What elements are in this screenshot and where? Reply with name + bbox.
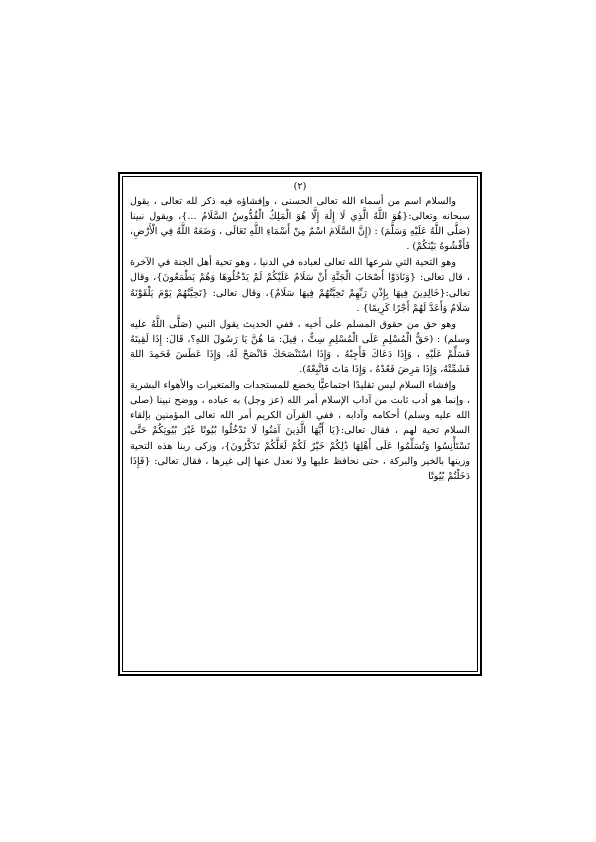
page-number: (٢) xyxy=(293,181,307,192)
paragraph-1: والسلام اسم من أسماء الله تعالى الحسنى ، وإفشاؤه فيه ذكر لله تعالى ، يقول سبحانه وتعالى:{هُوَ اللَّهُ الَّذِي لَا إِلَٰهَ إِلَّا هُوَ الْمَلِكُ الْقُدُّوسُ السَّلَامُ ...}، ويقول نبينا (صَلَّى اللَّهُ عَلَيْهِ وَسَلَّمَ) : (إِنَّ السَّلَامَ اسْمٌ مِنْ أَسْمَاءِ اللَّهِ تَعَالَى ، وَضَعَهُ اللَّهُ فِي الْأَرْضِ، فَأَفْشُوهُ بَيْنَكُمْ) . xyxy=(130,196,470,253)
paragraph-3: وهو حق من حقوق المسلم على أخيه ، ففي الحديث يقول النبي (صَلَّى اللَّهُ عليه وسلم) : (حَقُّ الْمُسْلِمِ عَلَى الْمُسْلِمِ سِتٌّ ، قِيلَ: مَا هُنَّ يَا رَسُولَ اللهِ؟، قَالَ: إِذَا لَقِيتَهُ فَسَلِّمْ عَلَيْهِ ، وَإِذَا دَعَاكَ فَأَجِبْهُ ، وَإِذَا اسْتَنْصَحَكَ فَانْصَحْ لَهُ، وَإِذَا عَطَسَ فَحَمِدَ اللهَ فَشَمِّتْهُ، وَإِذَا مَرِضَ فَعُدْهُ ، وَإِذَا مَاتَ فَاتَّبِعْهُ). xyxy=(130,318,470,376)
paragraph-4: وإفشاء السلام ليس تقليدًا اجتماعيًّا يخضع للمستجدات والمتغيرات والأهواء البشرية ، وإنما هو أدب ثابت من آداب الإسلام أمر الله (عز وجل) به عباده ، ووضح نبينا (صلى الله عليه وسلم) أحكامه وآدابه ، ففي القرآن الكريم أمر الله تعالى المؤمنين بإلقاء السلام تحية لهم ، فقال تعالى:{يَا أَيُّهَا الَّذِينَ آمَنُوا لَا تَدْخُلُوا بُيُوتًا غَيْرَ بُيُوتِكُمْ حَتَّى تَسْتَأْنِسُوا وَتُسَلِّمُوا عَلَى أَهْلِهَا ذَٰلِكُمْ خَيْرٌ لَكُمْ لَعَلَّكُمْ تَذَكَّرُونَ}، وزكى ربنا هذه التحية وزينها بالخير والبركة ، حتى نحافظ عليها ولا نعدل عنها إلى غيرها ، فقال تعالى: {فَإِذَا دَخَلْتُمْ بُيُوتًا xyxy=(130,380,470,482)
document-body xyxy=(130,180,470,485)
paragraph-2: وهو التحية التي شرعها الله تعالى لعباده في الدنيا ، وهو تحية أهل الجنة في الآخرة ، قال تعالى: {وَنَادَوْا أَصْحَابَ الْجَنَّةِ أَنْ سَلَامٌ عَلَيْكُمْ لَمْ يَدْخُلُوهَا وَهُمْ يَطْمَعُونَ}، وقال تعالى:{خَالِدِينَ فِيهَا بِإِذْنِ رَبِّهِمْ تَحِيَّتُهُمْ فِيهَا سَلَامٌ}، وقال تعالى: {تَحِيَّتُهُمْ يَوْمَ يَلْقَوْنَهُ سَلَامٌ وَأَعَدَّ لَهُمْ أَجْرًا كَرِيمًا} . xyxy=(130,257,470,314)
